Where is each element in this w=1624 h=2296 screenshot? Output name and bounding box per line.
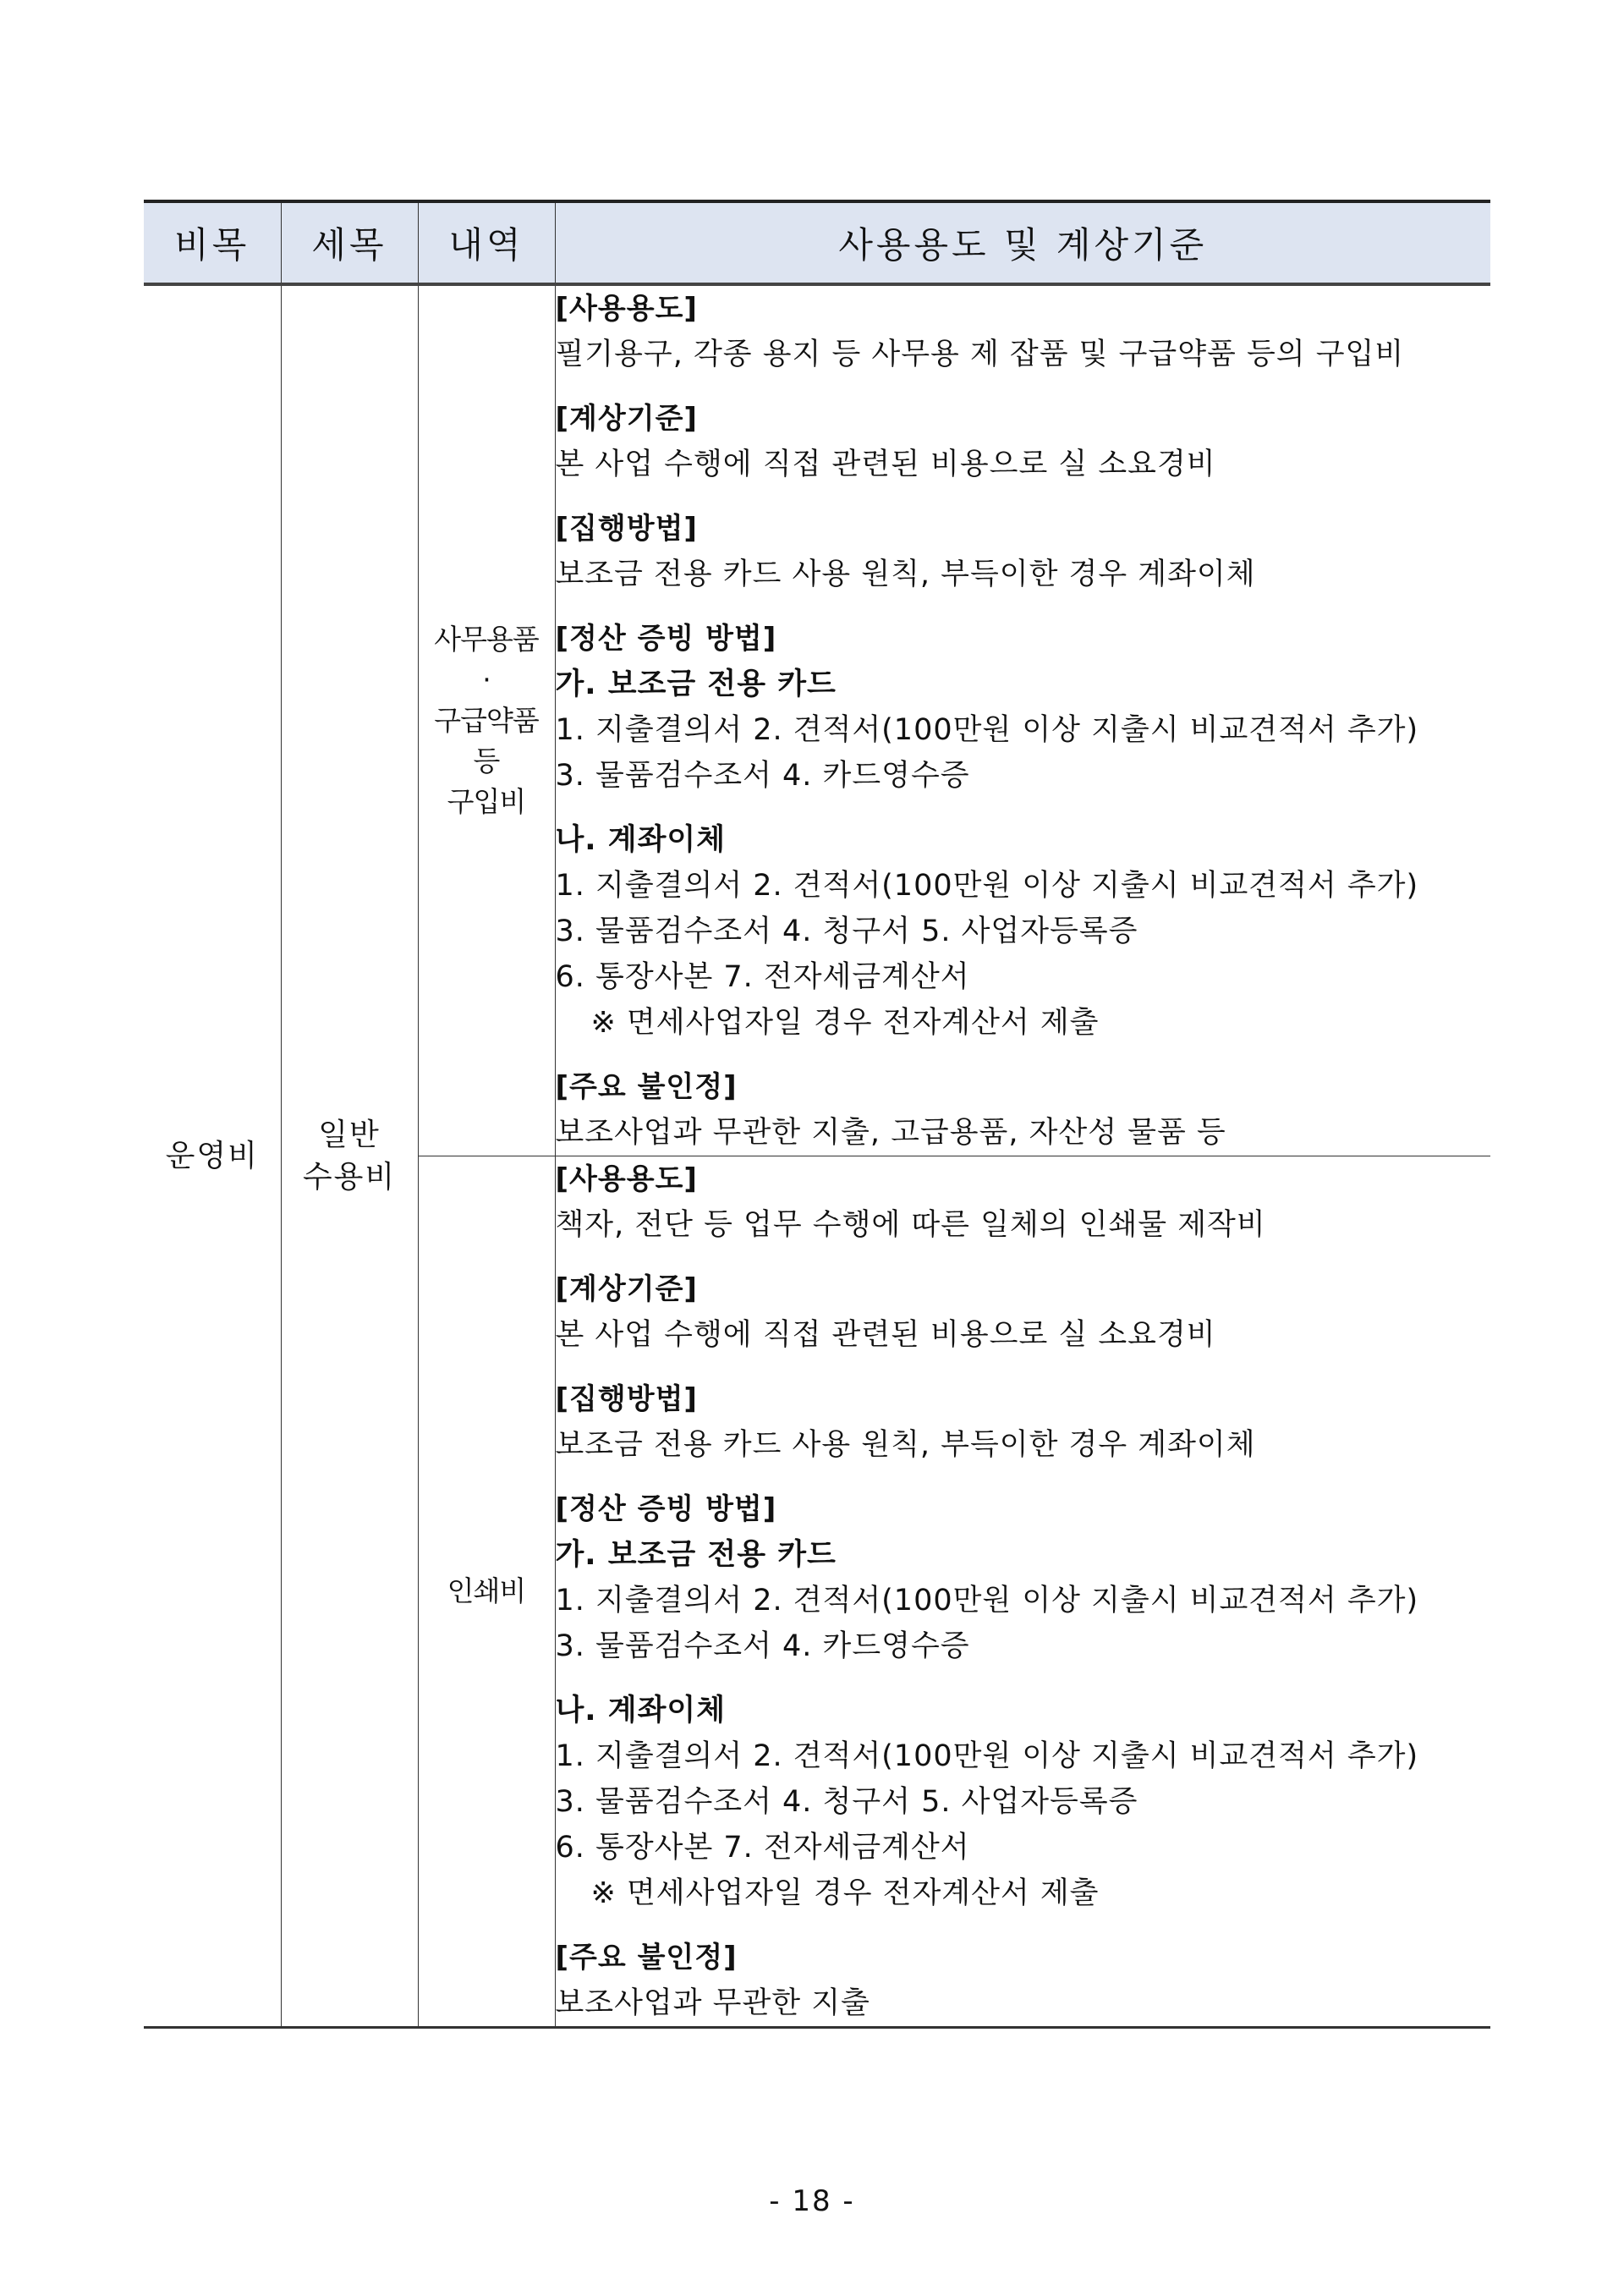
- header-usage-criteria: 사용용도 및 계상기준: [555, 201, 1490, 284]
- item-label-line: 구입비: [447, 785, 526, 818]
- category-label: 운영비: [165, 1138, 259, 1173]
- item-cell: [418, 1156, 555, 2028]
- item-label-line: 구급약품: [434, 704, 539, 737]
- disallowed-section: [556, 1935, 1491, 2026]
- section-text: 본 사업 수행에 직접 관련된 비용으로 실 소요경비: [555, 448, 1216, 481]
- section-heading: [사용용도]: [555, 1162, 698, 1196]
- section-text: 1. 지출결의서 2. 견적서(100만원 이상 지출시 비교견적서 추가): [555, 869, 1419, 903]
- section-text: 보조금 전용 카드 사용 원칙, 부득이한 경우 계좌이체: [555, 558, 1256, 591]
- section-heading: [사용용도]: [555, 292, 698, 326]
- section-text: 6. 통장사본 7. 전자세금계산서: [555, 960, 970, 994]
- subsection-heading: 가. 보조금 전용 카드: [555, 1538, 837, 1572]
- section-text: 책자, 전단 등 업무 수행에 따른 일체의 인쇄물 제작비: [555, 1208, 1266, 1242]
- subcategory-label-line: 일반: [318, 1117, 381, 1152]
- section-note: ※ 면세사업자일 경우 전자계산서 제출: [590, 1876, 1100, 1910]
- budget-table: [144, 200, 1490, 2029]
- section-text: 3. 물품검수조서 4. 카드영수증: [555, 1629, 970, 1663]
- category-cell: [144, 284, 281, 2028]
- item-label-line: 사무용품: [434, 623, 539, 656]
- subsection-heading: 가. 보조금 전용 카드: [555, 667, 837, 701]
- item-cell: [418, 284, 555, 1156]
- description-cell: [555, 1156, 1490, 2028]
- method-section: [556, 1376, 1491, 1468]
- section-heading: [정산 증빙 방법]: [555, 1492, 777, 1526]
- section-heading: [집행방법]: [555, 1382, 698, 1416]
- section-note: ※ 면세사업자일 경우 전자계산서 제출: [590, 1006, 1100, 1040]
- transfer-section: [556, 817, 1491, 1046]
- description-cell: [555, 284, 1490, 1156]
- subcategory-label-line: 수용비: [302, 1159, 397, 1195]
- subsection-heading: 나. 계좌이체: [555, 823, 727, 857]
- subcategory-cell: [281, 284, 418, 2028]
- page-number: - 18 -: [769, 2184, 855, 2218]
- section-heading: [주요 불인정]: [555, 1941, 738, 1975]
- evidence-section: [556, 616, 1491, 799]
- item-label-line: 등: [473, 744, 500, 777]
- purpose-section: [556, 286, 1491, 377]
- purpose-section: [556, 1156, 1491, 1248]
- section-text: 3. 물품검수조서 4. 카드영수증: [555, 759, 970, 793]
- section-text: 보조사업과 무관한 지출, 고급용품, 자산성 물품 등: [555, 1116, 1226, 1150]
- item-label-line: 인쇄비: [447, 1574, 526, 1607]
- section-heading: [정산 증빙 방법]: [555, 622, 777, 656]
- section-text: 필기용구, 각종 용지 등 사무용 제 잡품 및 구급약품 등의 구입비: [555, 338, 1405, 371]
- section-text: 보조사업과 무관한 지출: [555, 1986, 870, 2020]
- table-header-row: [144, 201, 1490, 284]
- table-row: [144, 284, 1490, 1156]
- section-text: 1. 지출결의서 2. 견적서(100만원 이상 지출시 비교견적서 추가): [555, 713, 1419, 747]
- section-heading: [주요 불인정]: [555, 1070, 738, 1104]
- disallowed-section: [556, 1064, 1491, 1156]
- header-category: 비목: [144, 201, 281, 284]
- transfer-section: [556, 1688, 1491, 1916]
- criteria-section: [556, 396, 1491, 487]
- section-text: 1. 지출결의서 2. 견적서(100만원 이상 지출시 비교견적서 추가): [555, 1739, 1419, 1773]
- section-text: 6. 통장사본 7. 전자세금계산서: [555, 1831, 970, 1865]
- section-text: 본 사업 수행에 직접 관련된 비용으로 실 소요경비: [555, 1318, 1216, 1352]
- header-subcategory: 세목: [281, 201, 418, 284]
- section-text: 3. 물품검수조서 4. 청구서 5. 사업자등록증: [555, 915, 1138, 948]
- item-label-line: ·: [482, 663, 491, 696]
- criteria-section: [556, 1266, 1491, 1358]
- section-text: 1. 지출결의서 2. 견적서(100만원 이상 지출시 비교견적서 추가): [555, 1584, 1419, 1618]
- subsection-heading: 나. 계좌이체: [555, 1694, 727, 1727]
- evidence-section: [556, 1486, 1491, 1669]
- section-text: 보조금 전용 카드 사용 원칙, 부득이한 경우 계좌이체: [555, 1428, 1256, 1462]
- section-heading: [계상기준]: [555, 1272, 698, 1306]
- section-heading: [집행방법]: [555, 512, 698, 546]
- header-item: 내역: [418, 201, 555, 284]
- method-section: [556, 506, 1491, 597]
- section-heading: [계상기준]: [555, 402, 698, 436]
- section-text: 3. 물품검수조서 4. 청구서 5. 사업자등록증: [555, 1785, 1138, 1819]
